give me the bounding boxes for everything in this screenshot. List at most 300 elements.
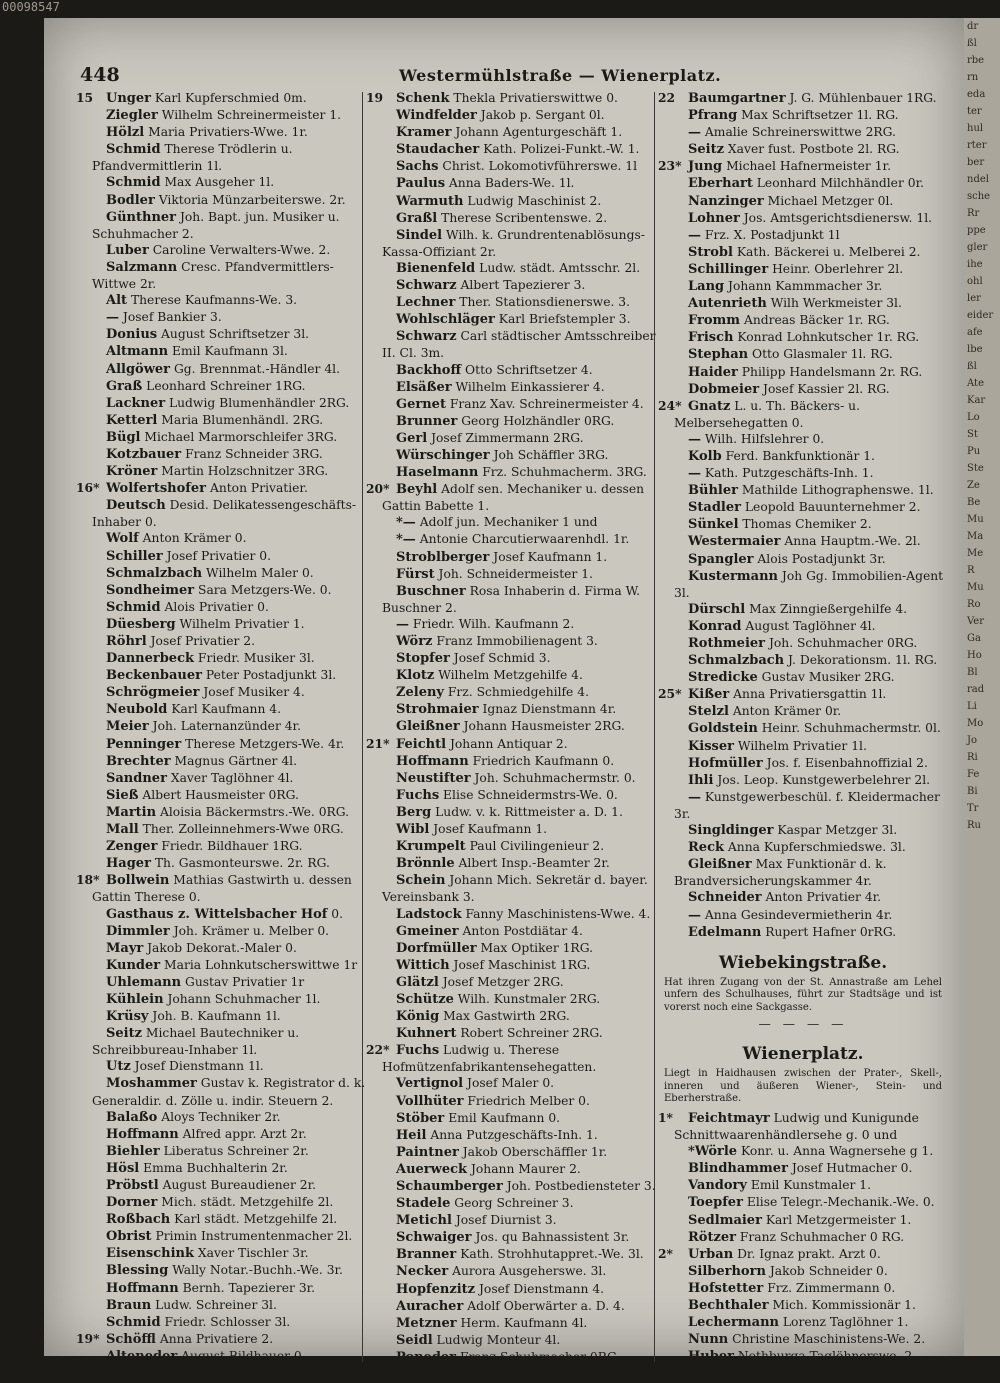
resident-surname: Fromm — [688, 313, 741, 329]
resident-surname: Meier — [106, 719, 149, 735]
directory-entry — [658, 738, 948, 755]
directory-entry — [76, 701, 376, 718]
edge-fragment: ler — [967, 293, 981, 304]
resident-surname: Schneider — [688, 890, 762, 906]
column-3-entries — [658, 90, 948, 941]
resident-details: Franz Xav. Schreinermeister 4. — [445, 396, 644, 411]
resident-surname: Strobl — [688, 244, 733, 260]
resident-details: Bernh. Tapezierer 3r. — [178, 1280, 316, 1295]
resident-surname: Hofstetter — [688, 1280, 764, 1296]
resident-surname: Eisenschink — [106, 1246, 194, 1262]
resident-surname: Stöber — [396, 1110, 445, 1126]
resident-details: Anton Privatier 4r. — [761, 890, 882, 905]
resident-surname: Pröbstl — [106, 1178, 159, 1193]
resident-details: Friedr. Wilh. Kaufmann 2. — [409, 616, 575, 631]
resident-details: Jakob Oberschäffler 1r. — [458, 1144, 608, 1159]
resident-surname: Kolb — [688, 448, 722, 464]
resident-surname: — — [396, 616, 409, 632]
directory-entry — [658, 789, 948, 822]
resident-surname: Kisser — [688, 738, 734, 754]
directory-entry — [366, 1366, 666, 1383]
resident-details: Karl Kupferschmied 0m. — [151, 91, 307, 105]
resident-surname: Kröner — [106, 464, 158, 480]
section-separator — [658, 1016, 948, 1032]
resident-surname: Seitz — [688, 142, 724, 158]
resident-surname: Schenk — [396, 91, 450, 106]
resident-details: Robert Schreiner 2RG. — [456, 1026, 603, 1041]
resident-surname: Sünkel — [688, 517, 739, 533]
resident-details: Karl Briefstempler 3. — [494, 312, 631, 327]
resident-surname: Poneder — [396, 1349, 457, 1365]
directory-entry — [658, 1212, 948, 1229]
resident-details: Johann Mich. Sekretär d. bayer. Vereinsbank 3. — [382, 873, 648, 905]
resident-surname: Schöffl — [106, 1331, 156, 1347]
resident-details: Wilh. Hilfslehrer 0. — [701, 431, 825, 446]
directory-entry — [658, 329, 948, 346]
resident-details: Wally Notar.-Buchh.-We. 3r. — [168, 1263, 343, 1278]
resident-details: Wilh Werkmeister 3l. — [766, 296, 902, 311]
resident-details: Kath. Strohhutappret.-We. 3l. — [456, 1247, 644, 1262]
edge-fragment: hul — [967, 123, 984, 134]
directory-entry — [76, 446, 376, 463]
resident-surname: Eberhart — [688, 176, 753, 192]
resident-details: Leopold Bauunternehmer 2. — [740, 500, 921, 515]
directory-entry — [76, 174, 376, 191]
directory-entry — [366, 753, 666, 770]
directory-entry — [76, 906, 376, 923]
wienerplatz-entries — [658, 1110, 948, 1383]
resident-surname: Elsäßer — [396, 379, 452, 395]
street-title-wienerplatz: Wienerplatz. — [742, 1044, 864, 1065]
resident-details: August Bildhauer 0. — [177, 1348, 306, 1363]
resident-details: Anna Gesindevermietherin 4r. — [701, 907, 893, 922]
directory-entry — [76, 1314, 376, 1331]
resident-details: Ludw. städt. Amtsschr. 2l. — [475, 260, 641, 275]
directory-entry — [366, 1110, 666, 1127]
resident-surname: Gerl — [396, 430, 428, 446]
resident-surname: Gasthaus z. Wittelsbacher Hof — [106, 906, 328, 922]
directory-entry — [658, 1110, 948, 1143]
resident-details: Emil Kaufmann 0. — [444, 1110, 561, 1125]
directory-entry — [76, 940, 376, 957]
resident-details: Joh. Schuhmachermstr. 0. — [470, 770, 636, 785]
edge-fragment: ber — [967, 157, 985, 168]
edge-fragment: ohl — [967, 276, 983, 287]
directory-entry — [658, 193, 948, 210]
directory-entry — [366, 141, 666, 158]
edge-fragment: eider — [967, 310, 994, 321]
house-number: 2* — [658, 1245, 673, 1261]
resident-details: Therese Scribentenswe. 2. — [437, 210, 608, 225]
resident-details: Viktoria Münzarbeiterswe. 2r. — [154, 192, 346, 207]
house-number: 19 — [366, 90, 384, 105]
house-number: 1* — [658, 1109, 673, 1125]
resident-surname: Ladstock — [396, 906, 462, 922]
page-header — [44, 64, 964, 92]
resident-surname: Lechermann — [688, 1315, 779, 1331]
directory-entry — [658, 755, 948, 772]
directory-entry — [366, 940, 666, 957]
resident-details: Alois Privatier 0. — [160, 599, 269, 614]
resident-details: Aloys Techniker 2r. — [157, 1109, 281, 1124]
resident-surname: Schiller — [106, 548, 163, 564]
directory-entry — [658, 1177, 948, 1194]
resident-surname: Bienenfeld — [396, 260, 476, 276]
directory-entry — [366, 1195, 666, 1212]
resident-details: Frz. Zimmermann 0. — [763, 1280, 896, 1295]
column-1 — [76, 90, 376, 1382]
resident-surname: Berg — [396, 804, 432, 820]
resident-details: Christine Maschinistens-We. 2. — [728, 1332, 926, 1347]
directory-entry — [366, 667, 666, 684]
resident-surname: Singldinger — [688, 823, 774, 839]
resident-surname: Branner — [396, 1247, 457, 1263]
resident-details: Wilhelm Einkassierer 4. — [451, 379, 605, 394]
resident-surname: Glätzl — [396, 974, 439, 990]
resident-details: Ludw. Schreiner 3l. — [151, 1297, 277, 1312]
resident-details: Thomas Chemiker 2. — [738, 517, 872, 532]
house-number: 22* — [366, 1042, 390, 1058]
resident-details: August Schriftsetzer 3l. — [157, 327, 310, 342]
resident-details: Adolf sen. Mechaniker u. dessen Gattin Babette 1. — [382, 482, 645, 514]
resident-details: Johanna Schuhmacherswe. 2. — [724, 1366, 913, 1381]
resident-surname: Metichl — [396, 1213, 452, 1229]
resident-details: Peter Postadjunkt 3l. — [202, 668, 337, 683]
resident-details: Maria Lohnkutscherswittwe 1r — [160, 957, 358, 972]
directory-entry — [366, 1093, 666, 1110]
directory-entry — [366, 1246, 666, 1263]
resident-surname: Vollhüter — [396, 1093, 464, 1109]
resident-surname: Stadele — [396, 1196, 451, 1212]
resident-details: Anna Baders-We. 1l. — [445, 176, 575, 191]
resident-surname: Sieß — [106, 787, 139, 803]
resident-surname: Alteneder — [106, 1348, 178, 1364]
resident-surname: Deutsch — [106, 498, 166, 514]
directory-entry — [366, 684, 666, 701]
directory-entry — [76, 309, 376, 326]
resident-surname: Hofmüller — [688, 755, 763, 771]
directory-entry — [658, 839, 948, 856]
directory-entry — [76, 343, 376, 360]
directory-entry — [76, 582, 376, 599]
resident-details: Anna Kupferschmiedswe. 3l. — [724, 840, 906, 855]
resident-details: Xaver fust. Postbote 2l. RG. — [724, 142, 900, 157]
resident-surname: Brunner — [396, 413, 458, 429]
directory-entry — [76, 787, 376, 804]
resident-details: Jos. f. Eisenbahnoffizial 2. — [762, 755, 928, 770]
directory-entry — [366, 974, 666, 991]
resident-surname: Kißer — [688, 687, 730, 703]
resident-details: Johann Hausmeister 2RG. — [459, 719, 625, 734]
directory-entry — [658, 364, 948, 381]
resident-surname: Altmann — [106, 344, 169, 360]
directory-entry — [366, 124, 666, 141]
resident-surname: Auracher — [396, 1298, 464, 1314]
resident-surname: — — [688, 789, 701, 805]
resident-details: Wilhelm Privatier 1. — [175, 616, 305, 631]
resident-surname: Goldstein — [688, 721, 758, 737]
resident-details: Gg. Brennmat.-Händler 4l. — [170, 361, 341, 376]
directory-entry — [366, 1298, 666, 1315]
directory-entry — [76, 1245, 376, 1262]
house-number: 22 — [658, 90, 676, 105]
resident-surname: Lang — [688, 279, 725, 295]
edge-fragment: Ver — [967, 616, 985, 627]
directory-entry — [76, 804, 376, 821]
edge-fragment: Tr — [967, 803, 979, 814]
resident-details: Kath. Bäckerei u. Melberei 2. — [732, 244, 921, 259]
directory-entry — [658, 124, 948, 141]
resident-surname: Obrist — [106, 1229, 152, 1245]
directory-entry — [658, 465, 948, 482]
resident-surname: Gmeiner — [396, 923, 459, 939]
resident-details: Franz Schneider 3RG. — [181, 446, 323, 461]
resident-surname: Konrad — [688, 618, 742, 634]
edge-fragment: eda — [967, 89, 986, 100]
directory-entry — [658, 141, 948, 158]
directory-entry — [366, 1144, 666, 1161]
resident-details: Joh. Schuhmacher 0RG. — [765, 636, 918, 650]
resident-surname: Seidl — [396, 1332, 433, 1348]
resident-surname: Schmid — [106, 142, 161, 158]
directory-entry — [76, 242, 376, 259]
directory-entry — [76, 872, 376, 905]
resident-details: Albert Insp.-Beamter 2r. — [454, 856, 610, 871]
house-number: 23* — [658, 158, 682, 174]
edge-fragment: ßl — [967, 38, 977, 49]
resident-details: Friedrich Kaufmann 0. — [468, 753, 615, 768]
directory-entry — [366, 583, 666, 616]
directory-entry — [366, 158, 666, 175]
resident-details: Andreas Bäcker 1r. RG. — [740, 313, 890, 328]
resident-details: Carl städtischer Amtsschreiber II. Cl. 3m. — [382, 329, 656, 361]
directory-entry — [658, 516, 948, 533]
resident-surname: Luber — [106, 242, 149, 258]
resident-surname: Günthner — [106, 209, 177, 225]
resident-surname: Silberhorn — [688, 1263, 766, 1279]
resident-surname: Moshammer — [106, 1076, 197, 1092]
directory-entry — [366, 1042, 666, 1075]
resident-details: Philipp Handelsmann 2r. RG. — [737, 364, 923, 379]
directory-entry — [366, 1127, 666, 1144]
resident-details: Lorenz Taglöhner 1. — [778, 1315, 909, 1330]
directory-entry — [76, 718, 376, 735]
house-number: 19* — [76, 1330, 100, 1346]
house-number: 21* — [366, 735, 390, 751]
resident-details: Max Funktionär d. k. Brandversicherungskammer 4r. — [674, 857, 887, 889]
directory-entry — [366, 1281, 666, 1298]
edge-fragment: Ro — [967, 599, 981, 610]
resident-details: Kunstgewerbeschül. f. Kleidermacher 3r. — [674, 789, 940, 821]
directory-entry — [658, 568, 948, 601]
directory-entry — [658, 1348, 948, 1365]
resident-details: Antonie Charcutierwaarenhdl. 1r. — [415, 532, 630, 547]
resident-details: Ludwig Blumenhändler 2RG. — [165, 395, 350, 410]
resident-details: Max Zinngießergehilfe 4. — [745, 601, 908, 616]
resident-surname: Wittich — [396, 957, 450, 973]
resident-surname: Christian — [106, 1366, 174, 1382]
resident-surname: Donius — [106, 327, 158, 343]
resident-surname: Fürst — [396, 566, 435, 582]
resident-details: Joh. Laternanzünder 4r. — [148, 719, 301, 734]
directory-entry — [658, 1297, 948, 1314]
resident-surname: Buschner — [396, 583, 466, 599]
resident-surname: Sachs — [396, 159, 439, 175]
directory-entry — [366, 770, 666, 787]
directory-entry — [658, 772, 948, 789]
resident-surname: Schwarz — [396, 329, 457, 345]
resident-surname: Stopfer — [396, 651, 450, 667]
resident-surname: Fuchs — [396, 1043, 440, 1059]
resident-surname: Bechthaler — [688, 1298, 769, 1313]
directory-entry — [366, 821, 666, 838]
resident-surname: *Wörle — [688, 1144, 738, 1160]
directory-entry — [658, 889, 948, 906]
directory-entry — [366, 1263, 666, 1280]
directory-entry — [76, 957, 376, 974]
street-note-wiebeking: Hat ihren Zugang von der St. Annastraße am Lehel unfern des Schulhauses, führt zur Stadtsäge und ist vorerst noch eine Sackgasse. — [664, 976, 942, 1013]
resident-details: Fanny Maschinistens-Wwe. 4. — [461, 906, 651, 921]
resident-surname: Strohmaier — [396, 702, 479, 718]
directory-entry — [76, 1160, 376, 1177]
directory-entry — [658, 601, 948, 618]
directory-entry — [76, 141, 376, 174]
resident-details: Friedr. Musiker 3l. — [194, 651, 315, 666]
resident-surname: Zeleny — [396, 685, 444, 701]
resident-surname: Seitz — [106, 1026, 142, 1042]
resident-details: Liberatus Schreiner 2r. — [159, 1143, 309, 1158]
directory-entry — [366, 514, 666, 531]
directory-entry — [76, 1365, 376, 1382]
directory-entry — [76, 124, 376, 141]
edge-fragment: Ho — [967, 650, 982, 661]
resident-details: Martin Holzschnitzer 3RG. — [157, 464, 329, 479]
page-number: 448 — [80, 64, 120, 86]
resident-details: Karl städt. Metzgehilfe 2l. — [170, 1212, 338, 1227]
resident-details: Joh. Krämer u. Melber 0. — [169, 923, 330, 938]
directory-entry — [366, 650, 666, 667]
directory-entry — [76, 326, 376, 343]
edge-fragment: Pu — [967, 446, 981, 457]
directory-entry — [658, 669, 948, 686]
directory-entry — [366, 736, 666, 753]
house-number: 18* — [76, 872, 100, 888]
directory-entry — [76, 650, 376, 667]
resident-details: Konr. u. Anna Wagnersehe g 1. — [737, 1144, 934, 1159]
resident-surname: *— — [396, 532, 416, 548]
resident-surname: Düesberg — [106, 616, 176, 632]
edge-fragment: Be — [967, 497, 981, 508]
edge-fragment: Kar — [967, 395, 986, 406]
resident-surname: Necker — [396, 1264, 449, 1280]
directory-entry — [366, 838, 666, 855]
directory-entry — [366, 616, 666, 633]
directory-entry — [366, 787, 666, 804]
directory-entry — [366, 430, 666, 447]
resident-surname: — — [688, 227, 701, 243]
resident-surname: Frisch — [688, 330, 734, 346]
resident-surname: Brönnle — [396, 856, 455, 872]
resident-surname: Rötzer — [688, 1229, 736, 1245]
resident-surname: Sondheimer — [106, 582, 195, 598]
resident-surname: Graß — [106, 378, 143, 394]
directory-entry — [76, 1177, 376, 1194]
resident-surname: Stephan — [688, 347, 749, 363]
resident-details: Wilh. Kunstmaler 2RG. — [453, 991, 601, 1006]
resident-surname: Staudacher — [396, 142, 480, 158]
directory-entry — [76, 1297, 376, 1314]
directory-entry — [76, 395, 376, 412]
directory-entry — [76, 548, 376, 565]
directory-entry — [366, 328, 666, 361]
resident-details: Paul Civilingenieur 2. — [465, 839, 605, 854]
street-note-wienerplatz: Liegt in Haidhausen zwischen der Prater-, Skell-, inneren und äußeren Wiener-, Stein- und Eberherstraße. — [664, 1068, 942, 1105]
resident-details: Ludwig Maschinist 2. — [463, 193, 602, 208]
resident-details: Leonhard Schreiner 1RG. — [142, 378, 306, 393]
resident-surname: Schmalzbach — [106, 565, 203, 581]
directory-entry — [76, 838, 376, 855]
directory-entry — [366, 90, 666, 107]
directory-entry — [658, 107, 948, 124]
resident-surname: Dorner — [106, 1195, 158, 1211]
resident-surname: Krüsy — [106, 1009, 149, 1025]
resident-surname: Hölzl — [106, 125, 145, 141]
resident-details: Georg Schreiner 3. — [450, 1196, 574, 1211]
resident-details: Josef Bankier 3. — [119, 310, 222, 325]
resident-surname: Mall — [106, 822, 139, 838]
resident-surname: Stadler — [688, 500, 741, 516]
directory-entry — [366, 1349, 666, 1366]
resident-surname: Feichtl — [396, 736, 447, 752]
directory-entry — [366, 1178, 666, 1195]
resident-details: Elise Telegr.-Mechanik.-We. 0. — [742, 1195, 935, 1210]
directory-entry — [658, 398, 948, 431]
resident-surname: Stredicke — [688, 670, 758, 686]
edge-fragment: rbe — [967, 55, 985, 66]
resident-surname: Beckenbauer — [106, 668, 202, 684]
resident-details: Heinr. Oberlehrer 2l. — [768, 261, 904, 276]
resident-surname: Lohner — [688, 210, 740, 226]
resident-details: Frz. X. Postadjunkt 1l — [701, 227, 840, 242]
edge-fragment: Ze — [967, 480, 980, 491]
edge-fragment: ßl — [967, 361, 977, 372]
resident-details: Ludw. v. k. Rittmeister a. D. 1. — [431, 804, 623, 819]
resident-details: Joh. Postbediensteter 3. — [502, 1179, 656, 1193]
resident-surname: Schein — [396, 873, 446, 889]
directory-entry — [76, 991, 376, 1008]
resident-surname: Ihli — [688, 772, 714, 788]
resident-surname: Krumpelt — [396, 839, 466, 855]
resident-details: Konrad Lohnkutscher 1r. RG. — [733, 330, 920, 345]
resident-surname: Metzner — [396, 1315, 457, 1331]
directory-entry — [366, 464, 666, 481]
resident-details: Elise Schneidermstrs-We. 0. — [439, 787, 618, 802]
resident-details: Michael Hafnermeister 1r. — [722, 159, 891, 174]
directory-entry — [76, 1126, 376, 1143]
resident-details: Josef Hutmacher 0. — [787, 1161, 913, 1176]
resident-details: Friedr. Schlosser 3l. — [160, 1314, 291, 1329]
resident-surname: Bollwein — [106, 873, 170, 889]
resident-surname: Kunder — [106, 957, 161, 973]
resident-details: Anton Krämer 0r. — [728, 704, 842, 719]
resident-surname: Lackner — [106, 395, 166, 411]
resident-details: Anna Privatiersgattin 1l. — [729, 687, 887, 702]
directory-entry — [658, 703, 948, 720]
resident-surname: Kramer — [396, 125, 452, 141]
street-title-wiebeking: Wiebekingstraße. — [718, 952, 888, 973]
resident-surname: Spangler — [688, 551, 754, 567]
resident-surname: — — [688, 907, 701, 923]
